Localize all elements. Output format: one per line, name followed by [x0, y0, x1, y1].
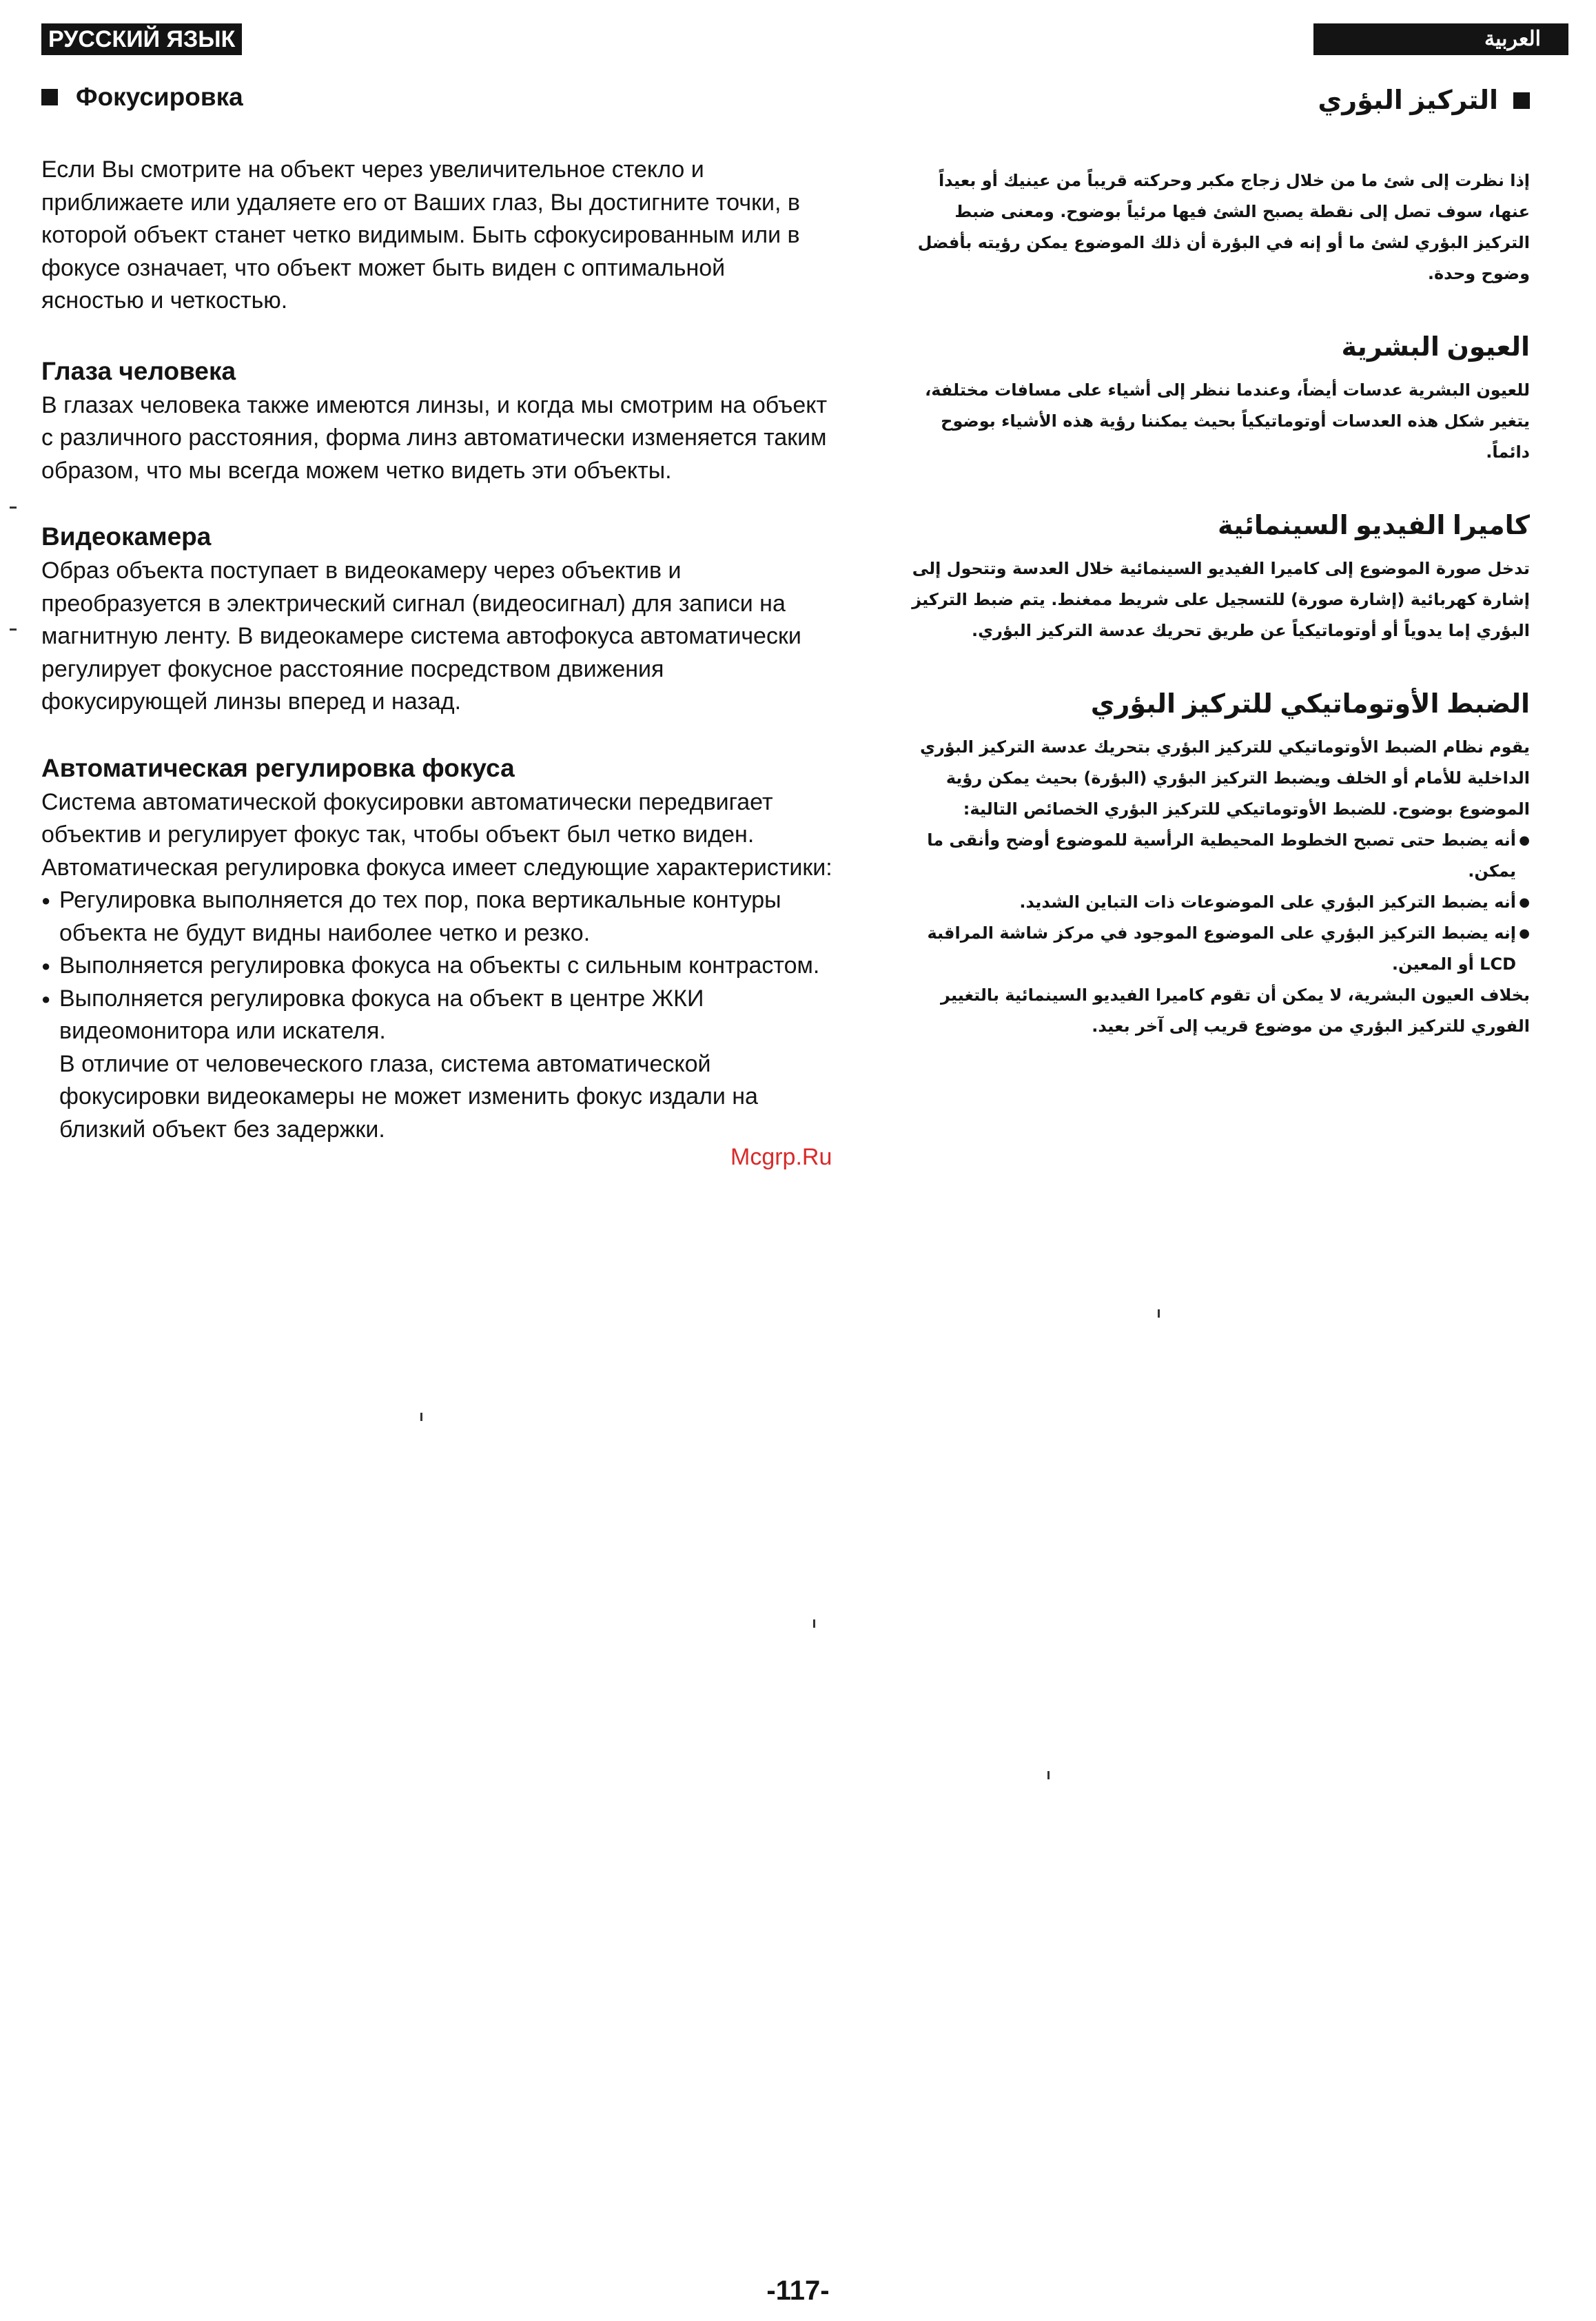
ar-section-autofocus [903, 685, 1530, 1042]
square-bullet-icon [41, 89, 58, 105]
ru-autofocus-note: В отличие от человеческого глаза, система автоматической фокусировки видеокамеры не может изменить фокус издали на близкий объект без задержки. [59, 1050, 758, 1143]
ru-camera-paragraph: Образ объекта поступает в видеокамеру через объектив и преобразуется в электрический сигнал (видеосигнал) для записи на магнитную ленту. В видеокамере система автофокуса автоматически регулирует фокусное расстояние посредством движения фокусирующей линзы вперед и назад. [41, 558, 801, 715]
ru-section-camera [41, 519, 834, 719]
scan-speck [1158, 1309, 1160, 1318]
ar-section-focusing [903, 83, 1530, 119]
language-tab-arabic: العربية [1313, 23, 1568, 55]
ru-eyes-paragraph: В глазах человека также имеются линзы, и когда мы смотрим на объект с различного расстояния, форма линз автоматически изменяется таким образом, что мы всегда можем четко видеть эти объекты. [41, 391, 828, 484]
russian-column [41, 79, 834, 1146]
ru-autofocus-paragraph: Система автоматической фокусировки автоматически передвигает объектив и регулирует фокус так, чтобы объект был четко виден. Автоматическая регулировка фокуса имеет следующие характеристики: [41, 788, 832, 881]
ru-section-eyes [41, 354, 834, 488]
ru-section-autofocus [41, 750, 834, 1147]
ru-page-title: Фокусировка [76, 83, 243, 111]
list-item: ● Выполняется регулировка фокуса на объект в центре ЖКИ видеомонитора или искателя. [41, 983, 834, 1048]
list-item: ● إنه يضبط التركيز البؤري على الموضوع الموجود في مركز شاشة المراقبة LCD أو المعين. [903, 918, 1530, 980]
ru-autofocus-heading: Автоматическая регулировка фокуса [41, 753, 515, 782]
ar-eyes-paragraph: للعيون البشرية عدسات أيضاً، وعندما ننظر إلى أشياء على مسافات مختلفة، يتغير شكل هذه العدسات أوتوماتيكياً بحيث يمكننا رؤية هذه الأشياء بوضوح دائماً. [925, 380, 1530, 462]
ar-autofocus-list [903, 825, 1530, 980]
scan-speck [813, 1619, 815, 1628]
scan-speck [10, 628, 17, 631]
ru-autofocus-list [41, 884, 834, 1048]
ar-eyes-heading: العيون البشرية [1341, 333, 1530, 362]
ar-section-eyes [903, 328, 1530, 468]
ru-intro-paragraph: Если Вы смотрите на объект через увеличительное стекло и приближаете или удаляете его от Ваших глаз, Вы достигните точки, в которой объект станет четко видимым. Быть сфокусированным или в фокусе означает, что объект может быть виден с оптимальной ясностью и четкостью. [41, 156, 800, 314]
list-item: ● أنه يضبط حتى تصبح الخطوط المحيطية الرأسية للموضوع أوضح وأنقى ما يمكن. [903, 825, 1530, 887]
ar-autofocus-paragraph: يقوم نظام الضبط الأوتوماتيكي للتركيز البؤري بتحريك عدسة التركيز البؤري الداخلية للأمام أو الخلف ويضبط التركيز البؤري (البؤرة) بحيث يمكن رؤية الموضوع بوضوح. للضبط الأوتوماتيكي للتركيز البؤري الخصائص التالية: [920, 737, 1530, 819]
ar-intro-paragraph: إذا نظرت إلى شئ ما من خلال زجاج مكبر وحركته قريباً من عينيك أو بعيداً عنها، سوف تصل إلى نقطة يصبح الشئ فيها مرئياً بوضوح. ومعنى ضبط التركيز البؤري لشئ ما أو إنه في البؤرة أن ذلك الموضوع يمكن رؤيته بأفضل وضوح وحدة. [917, 171, 1530, 283]
list-item: ● Регулировка выполняется до тех пор, пока вертикальные контуры объекта не будут видны наиболее четко и резко. [41, 884, 834, 950]
page-number: -117- [766, 2276, 830, 2306]
square-bullet-icon [1513, 92, 1530, 109]
ru-eyes-heading: Глаза человека [41, 356, 236, 385]
list-item: ● Выполняется регулировка фокуса на объекты с сильным контрастом. [41, 950, 834, 983]
scan-speck [10, 507, 17, 509]
list-item: ● أنه يضبط التركيز البؤري على الموضوعات ذات التباين الشديد. [903, 887, 1530, 918]
ar-autofocus-note: بخلاف العيون البشرية، لا يمكن أن تقوم كاميرا الفيديو السينمائية بالتغيير الفوري للتركيز البؤري من موضوع قريب إلى آخر بعيد. [941, 985, 1530, 1036]
ru-section-focusing [41, 79, 834, 115]
watermark: Mcgrp.Ru [730, 1144, 832, 1170]
language-tab-russian: РУССКИЙ ЯЗЫК [41, 23, 242, 55]
ar-camera-paragraph: تدخل صورة الموضوع إلى كاميرا الفيديو السينمائية خلال العدسة وتتحول إلى إشارة كهربائية (إشارة صورة) للتسجيل على شريط ممغنط. يتم ضبط التركيز البؤري إما يدوياً أو أوتوماتيكياً عن طريق تحريك عدسة التركيز البؤري. [912, 559, 1530, 640]
ar-camera-heading: كاميرا الفيديو السينمائية [1218, 511, 1530, 540]
arabic-column [903, 83, 1530, 1042]
ru-camera-heading: Видеокамера [41, 522, 212, 551]
ar-autofocus-heading: الضبط الأوتوماتيكي للتركيز البؤري [1090, 690, 1530, 719]
scan-speck [420, 1413, 422, 1421]
scan-speck [1047, 1771, 1050, 1779]
ar-section-camera [903, 507, 1530, 646]
ar-page-title: التركيز البؤري [1318, 86, 1498, 115]
